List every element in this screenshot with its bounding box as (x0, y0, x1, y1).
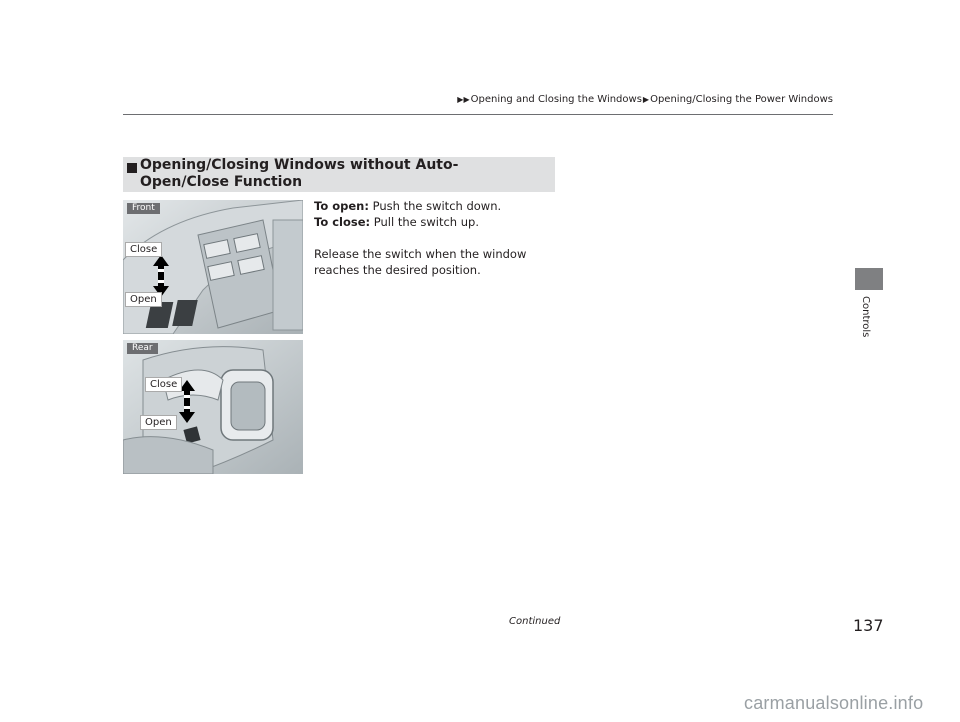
instructions (314, 198, 574, 278)
front-window-switch-illustration (123, 200, 303, 334)
open-callout: Open (140, 415, 177, 430)
page-number: 137 (853, 616, 884, 635)
continued-note: Continued (509, 616, 561, 627)
close-instruction: To close: Pull the switch up. (314, 215, 479, 229)
breadcrumb-item: Opening and Closing the Windows (470, 94, 642, 105)
header-rule (123, 114, 833, 115)
front-door-drawing (123, 200, 303, 334)
rear-window-switch-illustration (123, 340, 303, 474)
open-instruction: To open: Push the switch down. (314, 199, 502, 213)
rear-tag: Rear (127, 343, 158, 354)
triangle-right-icon: ▶▶ (457, 95, 470, 104)
rear-door-drawing (123, 340, 303, 474)
square-bullet-icon (127, 163, 137, 173)
breadcrumb (456, 94, 833, 105)
section-tab-label: Controls (860, 296, 871, 338)
section-title: Opening/Closing Windows without Auto-Open/Close Function (140, 157, 459, 190)
close-callout: Close (145, 377, 182, 392)
section-tab-marker (855, 268, 883, 290)
triangle-right-icon: ▶ (642, 95, 650, 104)
open-callout: Open (125, 292, 162, 307)
watermark-text[interactable]: carmanualsonline.info (744, 693, 924, 713)
close-callout: Close (125, 242, 162, 257)
release-instruction: Release the switch when the window reaches the desired position. (314, 247, 527, 277)
breadcrumb-item: Opening/Closing the Power Windows (650, 94, 833, 105)
front-tag: Front (127, 203, 160, 214)
section-heading (123, 157, 555, 192)
